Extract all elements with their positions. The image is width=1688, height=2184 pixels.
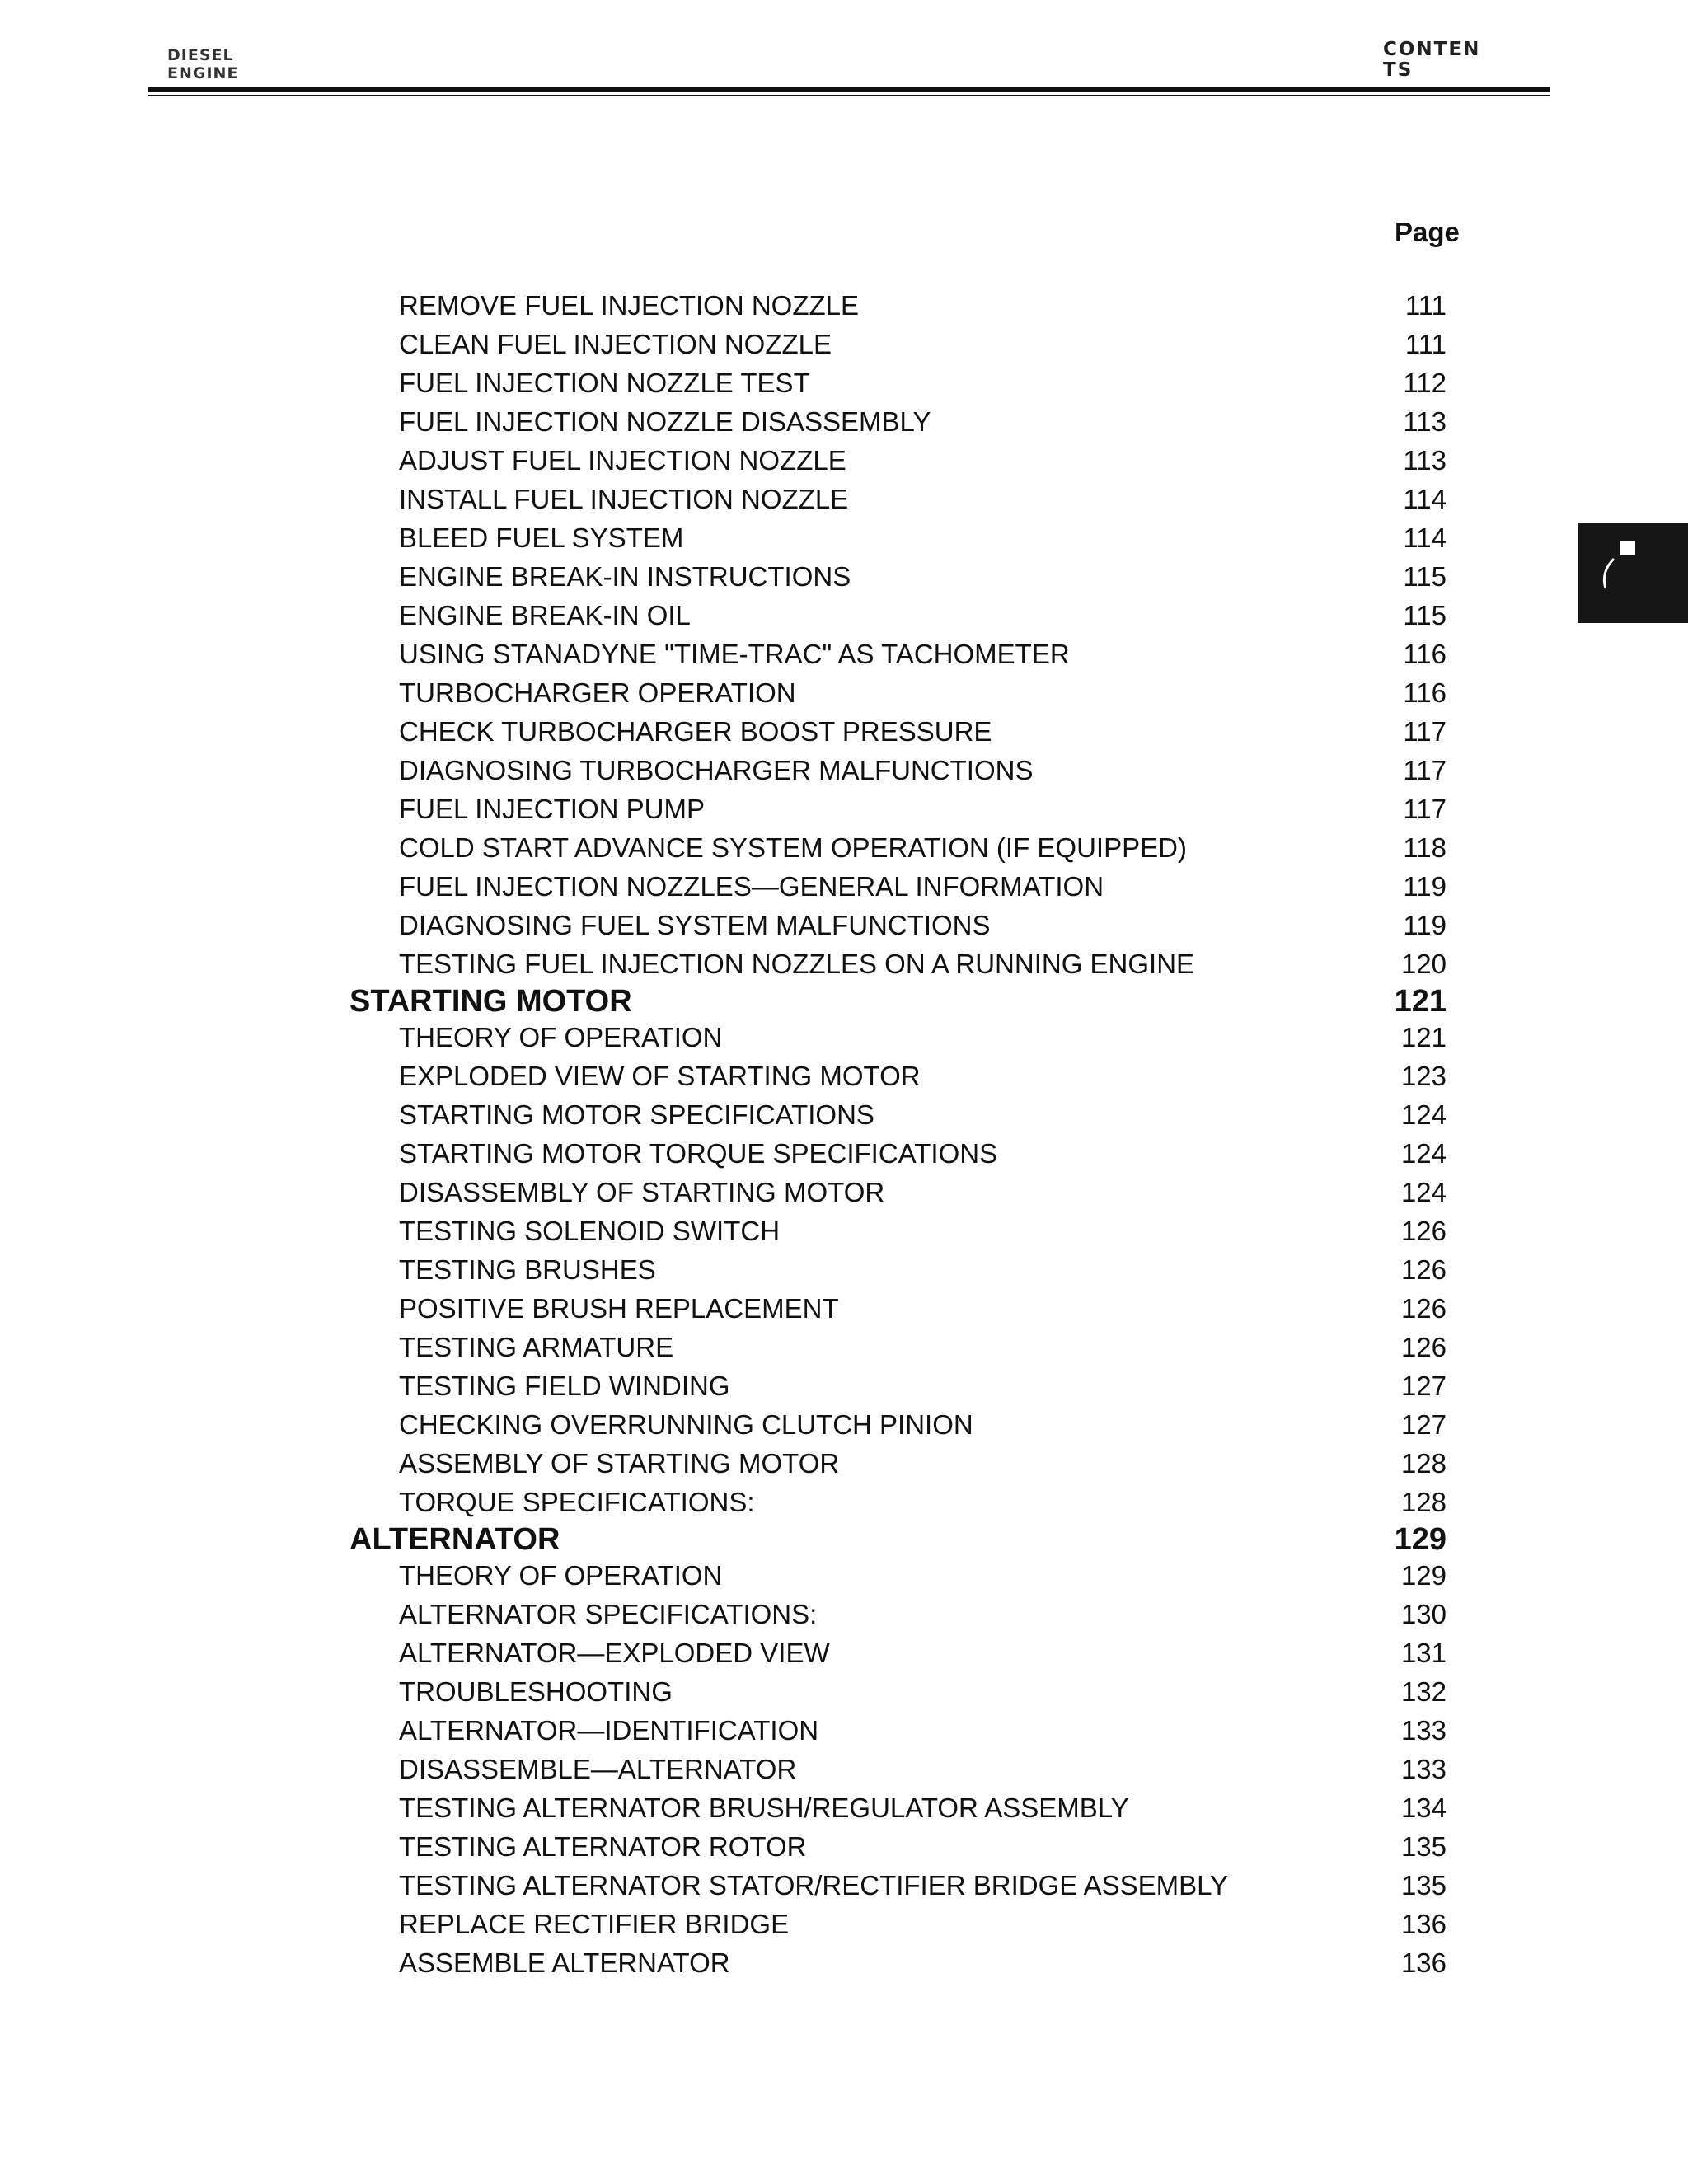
toc-entry-page: 118 <box>1403 832 1447 863</box>
toc-entry-title: REMOVE FUEL INJECTION NOZZLE <box>399 290 860 321</box>
toc-entry-page: 111 <box>1404 329 1447 359</box>
toc-entry-title: CHECKING OVERRUNNING CLUTCH PINION <box>399 1409 973 1440</box>
toc-section-page: 121 <box>1394 984 1447 1019</box>
toc-entry-page: 135 <box>1400 1831 1447 1862</box>
toc-entry-page: 112 <box>1403 368 1447 398</box>
toc-entry-row <box>0 1905 1688 1944</box>
toc-entry-title: TORQUE SPECIFICATIONS: <box>399 1487 755 1517</box>
toc-entry-title: TESTING BRUSHES <box>399 1254 656 1285</box>
toc-entry-title: TESTING ARMATURE <box>399 1332 674 1362</box>
toc-entry-page: 119 <box>1403 910 1447 940</box>
toc-entry-row <box>0 597 1688 635</box>
toc-entry-title: INSTALL FUEL INJECTION NOZZLE <box>399 484 849 514</box>
toc-entry-title: STARTING MOTOR TORQUE SPECIFICATIONS <box>399 1138 998 1169</box>
toc-entry-title: CLEAN FUEL INJECTION NOZZLE <box>399 329 832 359</box>
toc-entry-page: 124 <box>1400 1177 1447 1207</box>
toc-entry-title: ADJUST FUEL INJECTION NOZZLE <box>399 445 846 476</box>
toc-entry-page: 117 <box>1403 794 1447 824</box>
toc-entry-title: ALTERNATOR—EXPLODED VIEW <box>399 1638 830 1668</box>
header-right <box>1383 40 1480 81</box>
header-right-line1: CONTEN <box>1383 39 1481 60</box>
toc-entry-row <box>0 1634 1688 1673</box>
toc-entry-title: ENGINE BREAK-IN INSTRUCTIONS <box>399 561 851 592</box>
toc-entry-title: POSITIVE BRUSH REPLACEMENT <box>399 1293 839 1324</box>
toc-entry-row <box>0 1367 1688 1406</box>
toc-entry-page: 120 <box>1400 949 1447 979</box>
toc-section-page: 129 <box>1394 1522 1447 1557</box>
toc-entry-title: DISASSEMBLE—ALTERNATOR <box>399 1754 797 1784</box>
toc-entry-row <box>0 635 1688 674</box>
toc-entry-row <box>0 790 1688 829</box>
toc-entry-row <box>0 1290 1688 1329</box>
header-left-line2: ENGINE <box>167 64 239 82</box>
toc-entry-row <box>0 829 1688 868</box>
toc-entry-row <box>0 287 1688 326</box>
toc-entry-page: 115 <box>1403 561 1447 592</box>
toc-entry-row <box>0 713 1688 752</box>
toc-entry-row <box>0 1096 1688 1135</box>
toc-entry-row <box>0 442 1688 480</box>
toc-entry-title: THEORY OF OPERATION <box>399 1560 723 1591</box>
toc-entry-page: 117 <box>1403 716 1447 747</box>
toc-entry-row <box>0 752 1688 790</box>
toc-entry-row <box>0 1135 1688 1174</box>
toc-entry-page: 121 <box>1400 1022 1447 1052</box>
toc-entry-row <box>0 945 1688 984</box>
toc-entry-page: 114 <box>1403 484 1447 514</box>
toc-entry-page: 130 <box>1400 1599 1447 1629</box>
toc-entry-row <box>0 1406 1688 1445</box>
toc-entry-page: 124 <box>1400 1099 1447 1130</box>
toc-entry-row <box>0 1789 1688 1828</box>
header-right-line2: TS <box>1383 59 1414 81</box>
toc-entry-title: TESTING ALTERNATOR ROTOR <box>399 1831 807 1862</box>
toc-entry-title: USING STANADYNE "TIME-TRAC" AS TACHOMETER <box>399 639 1070 669</box>
toc-entry-page: 111 <box>1404 290 1447 321</box>
toc-entry-title: ASSEMBLY OF STARTING MOTOR <box>399 1448 840 1479</box>
toc-entry-title: TESTING FIELD WINDING <box>399 1371 730 1401</box>
toc-entry-row <box>0 1057 1688 1096</box>
toc-entry-title: REPLACE RECTIFIER BRIDGE <box>399 1909 790 1939</box>
toc-entry-title: FUEL INJECTION PUMP <box>399 794 705 824</box>
toc-entry-title: COLD START ADVANCE SYSTEM OPERATION (IF EQUIPPED) <box>399 832 1187 863</box>
toc-entry-title: FUEL INJECTION NOZZLE TEST <box>399 368 810 398</box>
toc-entry-row <box>0 868 1688 907</box>
toc-entry-title: DIAGNOSING TURBOCHARGER MALFUNCTIONS <box>399 755 1034 785</box>
toc-entry-page: 127 <box>1400 1371 1447 1401</box>
toc-entry-row <box>0 558 1688 597</box>
toc-entry-title: STARTING MOTOR SPECIFICATIONS <box>399 1099 874 1130</box>
toc-entry-row <box>0 1557 1688 1596</box>
toc-entry-row <box>0 519 1688 558</box>
toc-entry-page: 136 <box>1400 1909 1447 1939</box>
toc-entry-page: 128 <box>1400 1487 1447 1517</box>
toc-entry-title: DIAGNOSING FUEL SYSTEM MALFUNCTIONS <box>399 910 991 940</box>
toc-entry-row <box>0 1712 1688 1750</box>
header-rule-thin <box>148 95 1550 96</box>
toc-entry-row <box>0 364 1688 403</box>
toc-entry-title: BLEED FUEL SYSTEM <box>399 523 684 553</box>
toc-entry-page: 131 <box>1400 1638 1447 1668</box>
toc-entry-row <box>0 1673 1688 1712</box>
toc-entry-page: 129 <box>1400 1560 1447 1591</box>
toc-entry-row <box>0 1445 1688 1483</box>
section-tab <box>1578 523 1688 623</box>
toc-entry-page: 126 <box>1400 1293 1447 1324</box>
toc-entry-title: TESTING SOLENOID SWITCH <box>399 1216 781 1246</box>
toc-entry-page: 113 <box>1403 406 1447 437</box>
toc-entry-title: DISASSEMBLY OF STARTING MOTOR <box>399 1177 885 1207</box>
toc-entry-title: ALTERNATOR SPECIFICATIONS: <box>399 1599 818 1629</box>
toc-entry-page: 116 <box>1403 639 1447 669</box>
toc-entry-row <box>0 907 1688 945</box>
toc-entry-row <box>0 1174 1688 1212</box>
toc-entry-page: 117 <box>1403 755 1447 785</box>
toc-entry-page: 135 <box>1400 1870 1447 1900</box>
toc-entry-row <box>0 1828 1688 1867</box>
toc-entry-page: 114 <box>1403 523 1447 553</box>
toc-entry-title: TURBOCHARGER OPERATION <box>399 677 796 708</box>
toc-entry-row <box>0 1251 1688 1290</box>
toc-section-title: STARTING MOTOR <box>349 984 632 1019</box>
toc-entry-row <box>0 1867 1688 1905</box>
toc-entry-title: THEORY OF OPERATION <box>399 1022 723 1052</box>
toc-entry-page: 133 <box>1400 1715 1447 1746</box>
toc-entry-row <box>0 1019 1688 1057</box>
toc-entry-row <box>0 1750 1688 1789</box>
toc-entry-title: FUEL INJECTION NOZZLE DISASSEMBLY <box>399 406 931 437</box>
section-tab-icon <box>1620 541 1635 555</box>
toc-entry-title: TESTING FUEL INJECTION NOZZLES ON A RUNNING ENGINE <box>399 949 1195 979</box>
toc-section-row <box>0 984 1688 1019</box>
toc-entry-row <box>0 480 1688 519</box>
toc-entry-page: 126 <box>1400 1216 1447 1246</box>
toc-entry-row <box>0 674 1688 713</box>
toc-entry-row <box>0 403 1688 442</box>
toc-entry-page: 124 <box>1400 1138 1447 1169</box>
toc-entry-title: TROUBLESHOOTING <box>399 1676 673 1707</box>
toc-entry-title: TESTING ALTERNATOR STATOR/RECTIFIER BRIDGE ASSEMBLY <box>399 1870 1229 1900</box>
toc-entry-page: 126 <box>1400 1332 1447 1362</box>
header-left-line1: DIESEL <box>167 46 234 64</box>
toc-entry-title: FUEL INJECTION NOZZLES—GENERAL INFORMATION <box>399 871 1104 902</box>
section-tab-arc <box>1596 555 1629 592</box>
toc-entry-row <box>0 1212 1688 1251</box>
table-of-contents <box>0 287 1688 1983</box>
toc-section-row <box>0 1522 1688 1557</box>
toc-entry-title: CHECK TURBOCHARGER BOOST PRESSURE <box>399 716 992 747</box>
toc-entry-row <box>0 1596 1688 1634</box>
toc-entry-page: 132 <box>1400 1676 1447 1707</box>
toc-entry-page: 113 <box>1403 445 1447 476</box>
toc-entry-title: ENGINE BREAK-IN OIL <box>399 600 691 630</box>
toc-entry-row <box>0 326 1688 364</box>
toc-entry-page: 119 <box>1403 871 1447 902</box>
toc-entry-page: 123 <box>1400 1061 1447 1091</box>
toc-entry-title: EXPLODED VIEW OF STARTING MOTOR <box>399 1061 921 1091</box>
toc-entry-row <box>0 1944 1688 1983</box>
page-column-label: Page <box>1395 217 1460 247</box>
toc-entry-title: ALTERNATOR—IDENTIFICATION <box>399 1715 819 1746</box>
toc-entry-title: ASSEMBLE ALTERNATOR <box>399 1947 730 1978</box>
toc-section-title: ALTERNATOR <box>349 1522 560 1557</box>
toc-entry-page: 128 <box>1400 1448 1447 1479</box>
toc-entry-row <box>0 1329 1688 1367</box>
toc-entry-row <box>0 1483 1688 1522</box>
toc-entry-page: 115 <box>1403 600 1447 630</box>
toc-entry-page: 134 <box>1400 1793 1447 1823</box>
header-rule-thick <box>148 87 1550 92</box>
toc-entry-page: 127 <box>1400 1409 1447 1440</box>
toc-entry-page: 126 <box>1400 1254 1447 1285</box>
toc-entry-page: 136 <box>1400 1947 1447 1978</box>
toc-entry-page: 116 <box>1403 677 1447 708</box>
toc-entry-page: 133 <box>1400 1754 1447 1784</box>
toc-entry-title: TESTING ALTERNATOR BRUSH/REGULATOR ASSEMBLY <box>399 1793 1129 1823</box>
header-left <box>167 46 238 82</box>
